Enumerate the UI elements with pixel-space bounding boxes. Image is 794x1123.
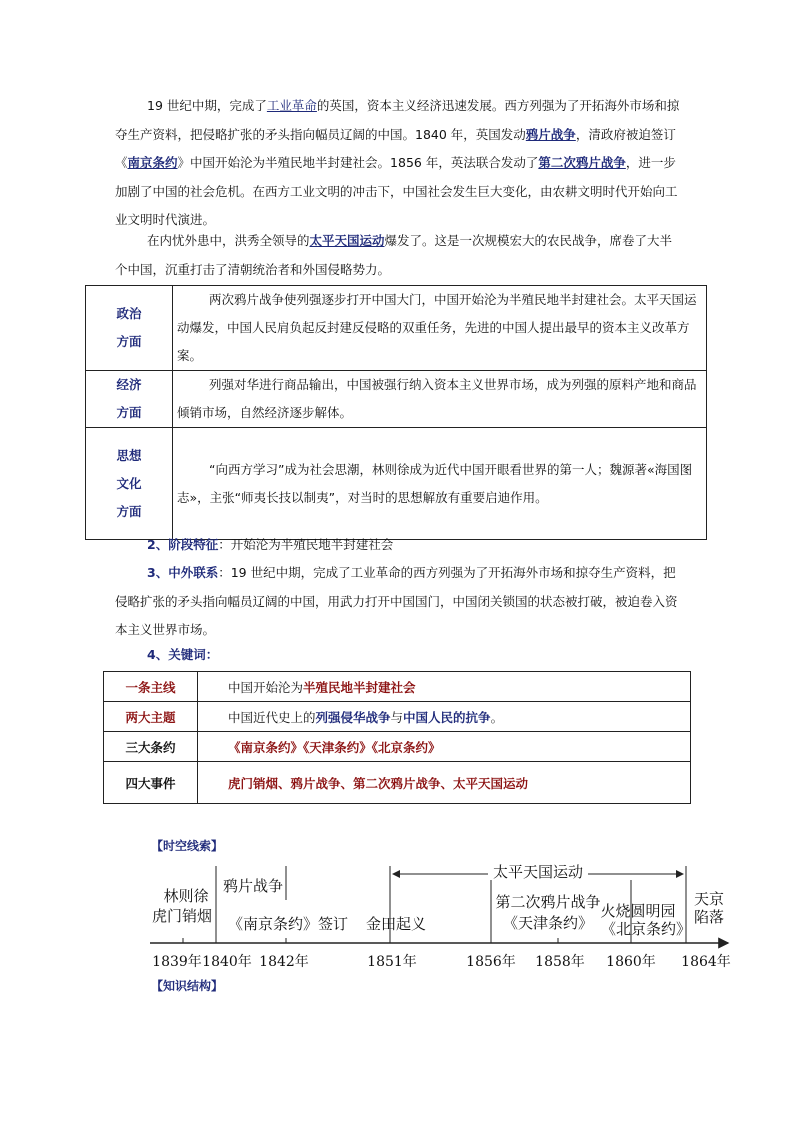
keyword-key: 两大主题 — [104, 702, 198, 732]
event-fall: 陷落 — [693, 908, 725, 926]
timeline-diagram — [0, 850, 794, 980]
timeline-label: 【时空线索】 — [151, 839, 224, 853]
keyword-nanjing-treaty: 南京条约 — [127, 155, 178, 170]
keyword-row — [104, 732, 691, 762]
aspect-row — [86, 286, 707, 371]
keyword-row — [104, 672, 691, 702]
aspect-key: 思想文化方面 — [86, 428, 173, 540]
year-label: 1842年 — [259, 954, 309, 970]
year-label: 1860年 — [606, 954, 656, 970]
intro-paragraph-2 — [115, 227, 681, 284]
event-humen: 虎门销烟 — [151, 907, 213, 925]
keyword-value: 《南京条约》《天津条约》《北京条约》 — [198, 732, 691, 762]
event-nanjing-treaty: 《南京条约》签订 — [227, 915, 349, 933]
keyword-opium-war: 鸦片战争 — [525, 126, 576, 142]
year-label: 1856年 — [466, 954, 516, 970]
keyword-key: 四大事件 — [104, 762, 198, 804]
intro-text: 在内忧外患中，洪秀全领导的 — [147, 233, 310, 248]
keyword-value: 中国开始沦为半殖民地半封建社会 — [198, 672, 691, 702]
year-label: 1839年 — [152, 954, 202, 970]
aspect-key: 经济方面 — [86, 371, 173, 428]
year-label: 1864年 — [681, 954, 731, 970]
stage-label: 2、阶段特征 — [147, 537, 219, 552]
keyword-value: 虎门销烟、鸦片战争、第二次鸦片战争、太平天国运动 — [198, 762, 691, 804]
intro-text: ，清政府被迫签订《 — [115, 126, 676, 170]
aspect-row — [86, 428, 707, 540]
keyword-value: 中国近代史上的列强侵华战争与中国人民的抗争。 — [198, 702, 691, 732]
keyword-key: 三大条约 — [104, 732, 198, 762]
intro-text: 》中国开始沦为半殖民地半封建社会。1856 年，英法联合发动了 — [177, 155, 539, 170]
intro-paragraph-1 — [115, 92, 681, 235]
intro-text: ，进一步加剧了中国的社会危机。在西方工业文明的冲击下，中国社会发生巨大变化，由农耕文明时代开始向工业文明时代演进。 — [115, 155, 678, 227]
event-opium-war: 鸦片战争 — [222, 877, 284, 895]
aspect-row — [86, 371, 707, 428]
event-jintian: 金田起义 — [365, 915, 427, 933]
keywords-heading: 4、关键词： — [147, 647, 219, 662]
stage-text: ：开始沦为半殖民地半封建社会 — [218, 537, 394, 552]
relation-label: 3、中外联系 — [147, 565, 219, 580]
keyword-taiping: 太平天国运动 — [309, 233, 385, 248]
aspects-table — [85, 285, 707, 540]
stage-feature — [115, 531, 685, 560]
year-label: 1851年 — [367, 954, 417, 970]
aspect-key: 政治方面 — [86, 286, 173, 371]
taiping-span-label: 太平天国运动 — [492, 863, 584, 881]
year-labels — [152, 953, 731, 970]
event-yuanmingyuan: 火烧圆明园 — [600, 902, 676, 920]
keyword-row — [104, 702, 691, 732]
intro-text: 的英国，资本主义经济迅速发展。西方列强为了开拓海外市场和掠夺生产资料，把侵略扩张的矛头指向幅员辽阔的中国。1840 年，英国发动 — [115, 98, 680, 142]
event-lin-zexu: 林则徐 — [163, 887, 209, 905]
intro-text: 爆发了。这是一次规模宏大的农民战争，席卷了大半个中国，沉重打击了清朝统治者和外国侵略势力。 — [115, 233, 673, 277]
structure-label: 【知识结构】 — [151, 979, 224, 993]
event-beijing-treaty: 《北京条约》 — [600, 920, 692, 938]
event-tianjin-treaty: 《天津条约》 — [502, 914, 594, 932]
foreign-relations — [115, 559, 685, 645]
aspect-value: 列强对华进行商品输出，中国被强行纳入资本主义世界市场，成为列强的原料产地和商品倾销市场，自然经济逐步解体。 — [173, 371, 707, 428]
aspect-value: 两次鸦片战争使列强逐步打开中国大门，中国开始沦为半殖民地半封建社会。太平天国运动爆发，中国人民肩负起反封建反侵略的双重任务，先进的中国人提出最早的资本主义改革方案。 — [173, 286, 707, 371]
keyword-row — [104, 762, 691, 804]
keyword-second-opium-war: 第二次鸦片战争 — [538, 155, 626, 170]
aspect-value: “向西方学习”成为社会思潮，林则徐成为近代中国开眼看世界的第一人；魏源著«海国图志»，主张“师夷长技以制夷”，对当时的思想解放有重要启迪作用。 — [173, 428, 707, 540]
keyword-key: 一条主线 — [104, 672, 198, 702]
year-label: 1858年 — [535, 954, 585, 970]
intro-text: 19 世纪中期，完成了 — [147, 98, 267, 113]
keyword-industrial-revolution: 工业革命 — [266, 98, 317, 113]
relation-text: ：19 世纪中期，完成了工业革命的西方列强为了开拓海外市场和掠夺生产资料，把侵略扩张的矛头指向幅员辽阔的中国，用武力打开中国国门，中国闭关锁国的状态被打破，被迫卷入资本主义世界市场。 — [115, 565, 678, 637]
timeline-ticks — [183, 938, 686, 943]
event-second-opium-war: 第二次鸦片战争 — [495, 893, 601, 911]
year-label: 1840年 — [202, 954, 252, 970]
event-tianjing: 天京 — [693, 890, 725, 908]
keywords-table — [103, 671, 691, 804]
